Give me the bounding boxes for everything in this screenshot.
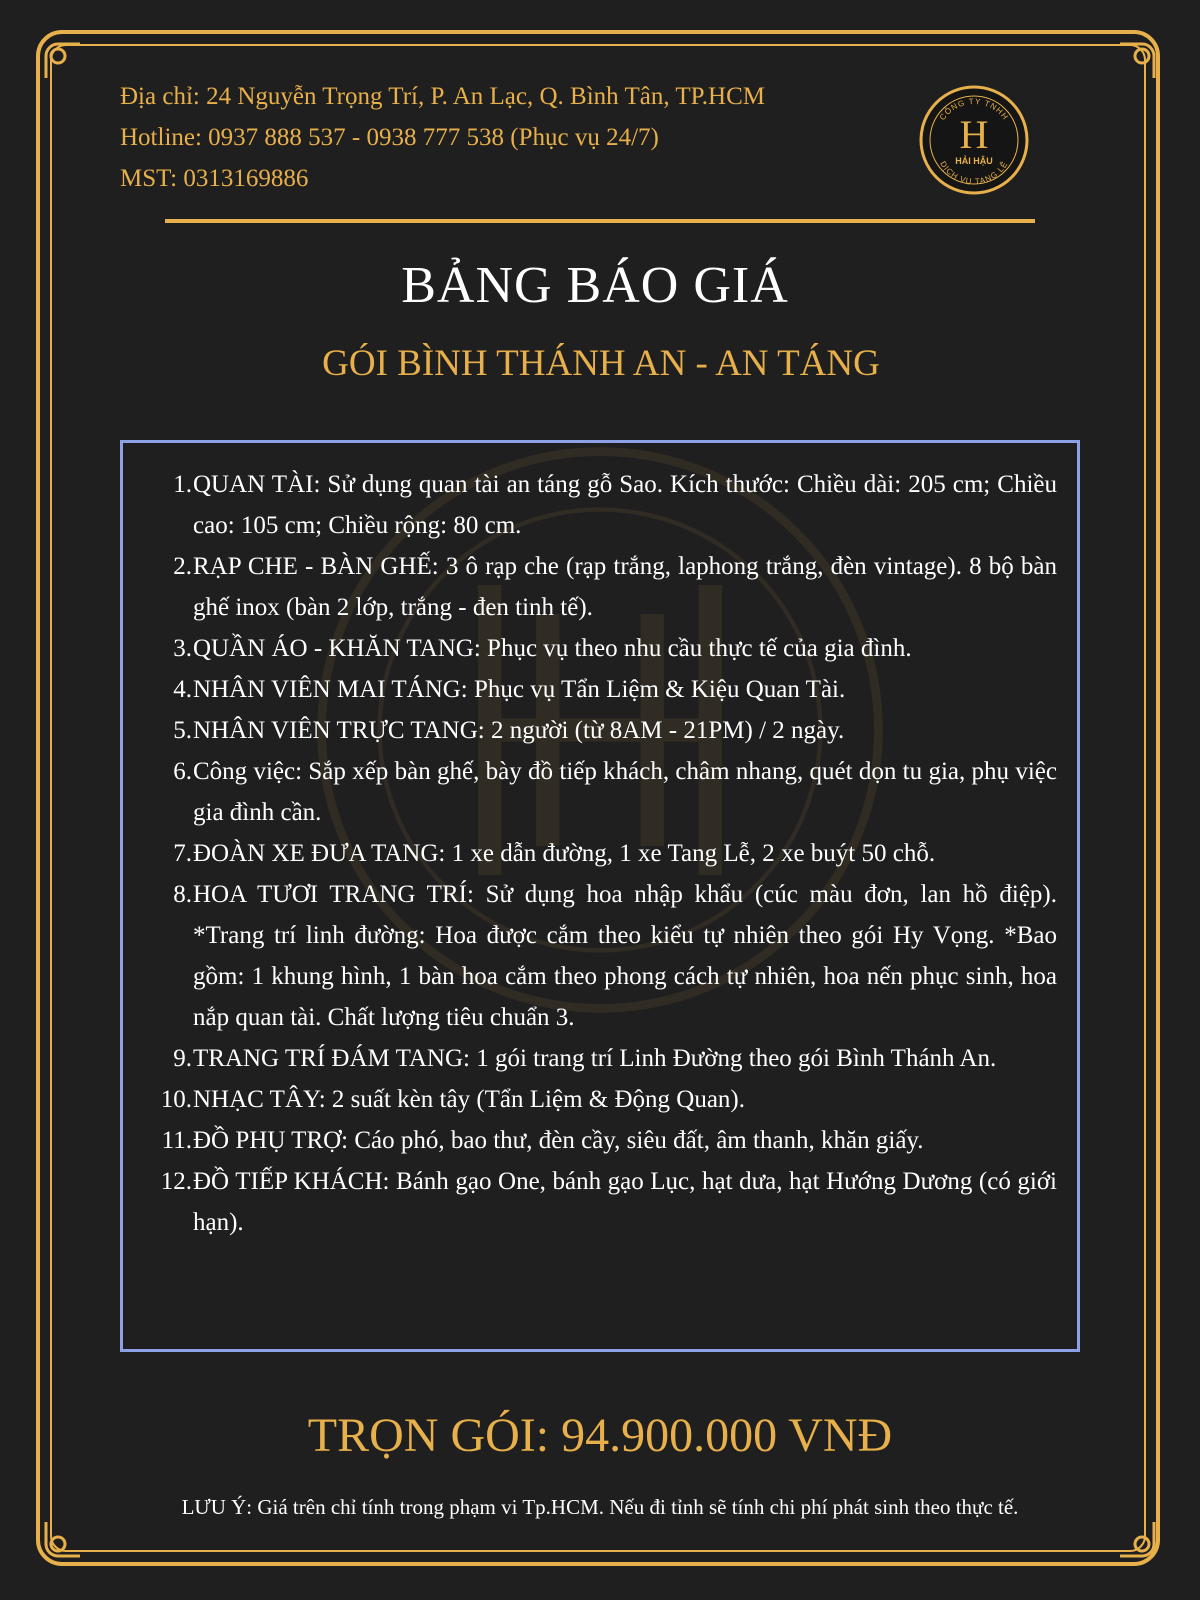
page-title: BẢNG BÁO GIÁ bbox=[401, 257, 789, 314]
total-price: TRỌN GÓI: 94.900.000 VNĐ bbox=[307, 1409, 893, 1462]
item-number: 2. bbox=[173, 553, 192, 580]
item-text: NHÂN VIÊN MAI TÁNG: Phục vụ Tẩn Liệm & Kiệu Quan Tài. bbox=[193, 676, 846, 703]
item-text: HOA TƯƠI TRANG TRÍ: Sử dụng hoa nhập khẩu (cúc màu đơn, lan hồ điệp). *Trang trí linh đường: Hoa được cắm theo kiểu tự nhiên theo gói Hy Vọng. *Bao gồm: 1 khung hình, 1 bàn hoa cắm theo phong cách tự nhiên, hoa nến phục sinh, hoa nắp quan tài. Chất lượng tiêu chuẩn 3. bbox=[193, 881, 1057, 1031]
list-item bbox=[152, 628, 1057, 669]
item-text: RẠP CHE - BÀN GHẾ: 3 ô rạp che (rạp trắng, laphong trắng, đèn vintage). 8 bộ bàn ghế inox (bàn 2 lớp, trắng - đen tinh tế). bbox=[193, 553, 1057, 621]
items-list bbox=[152, 464, 1057, 1243]
corner-ornament-icon bbox=[40, 38, 86, 84]
item-text: QUAN TÀI: Sử dụng quan tài an táng gỗ Sao. Kích thước: Chiều dài: 205 cm; Chiều cao: 105 cm; Chiều rộng: 80 cm. bbox=[193, 471, 1057, 539]
package-subtitle: GÓI BÌNH THÁNH AN - AN TÁNG bbox=[322, 343, 880, 384]
corner-ornament-icon bbox=[1114, 38, 1160, 84]
item-text: ĐỒ TIẾP KHÁCH: Bánh gạo One, bánh gạo Lục, hạt dưa, hạt Hướng Dương (có giới hạn). bbox=[193, 1168, 1057, 1236]
list-item bbox=[152, 751, 1057, 833]
logo-name: HẢI HẬU bbox=[955, 156, 993, 166]
tax-code-text: MST: 0313169886 bbox=[120, 165, 309, 192]
logo-bottom-text: DỊCH VỤ TANG LỄ bbox=[938, 159, 1010, 187]
item-number: 3. bbox=[173, 635, 192, 662]
list-item bbox=[152, 669, 1057, 710]
item-text: ĐỒ PHỤ TRỢ: Cáo phó, bao thư, đèn cầy, siêu đất, âm thanh, khăn giấy. bbox=[193, 1127, 924, 1154]
item-text: NHÂN VIÊN TRỰC TANG: 2 người (từ 8AM - 21PM) / 2 ngày. bbox=[193, 717, 845, 744]
list-item bbox=[152, 710, 1057, 751]
list-item bbox=[152, 833, 1057, 874]
item-number: 1. bbox=[173, 471, 192, 498]
item-text: NHẠC TÂY: 2 suất kèn tây (Tẩn Liệm & Động Quan). bbox=[193, 1086, 746, 1113]
corner-ornament-icon bbox=[1114, 1516, 1160, 1562]
header-divider bbox=[165, 219, 1035, 223]
logo-monogram: H bbox=[959, 112, 989, 157]
contact-info bbox=[120, 76, 765, 199]
list-item bbox=[152, 1161, 1057, 1243]
item-number: 10. bbox=[160, 1086, 192, 1113]
item-text: TRANG TRÍ ĐÁM TANG: 1 gói trang trí Linh Đường theo gói Bình Thánh An. bbox=[193, 1045, 997, 1072]
item-number: 11. bbox=[161, 1127, 192, 1154]
hotline-text: Hotline: 0937 888 537 - 0938 777 538 (Phục vụ 24/7) bbox=[120, 124, 659, 151]
corner-ornament-icon bbox=[40, 1516, 86, 1562]
logo-top-text: CÔNG TY TNHH bbox=[937, 96, 1011, 122]
address-text: Địa chỉ: 24 Nguyễn Trọng Trí, P. An Lạc, Q. Bình Tân, TP.HCM bbox=[120, 83, 765, 110]
item-number: 5. bbox=[173, 717, 192, 744]
list-item bbox=[152, 874, 1057, 1038]
list-item bbox=[152, 1038, 1057, 1079]
item-number: 6. bbox=[173, 758, 192, 785]
list-item bbox=[152, 546, 1057, 628]
company-logo bbox=[918, 84, 1030, 196]
item-number: 7. bbox=[173, 840, 192, 867]
item-number: 12. bbox=[160, 1168, 192, 1195]
item-text: QUẦN ÁO - KHĂN TANG: Phục vụ theo nhu cầu thực tế của gia đình. bbox=[193, 635, 912, 662]
footnote: LƯU Ý: Giá trên chỉ tính trong phạm vi Tp.HCM. Nếu đi tỉnh sẽ tính chi phí phát sinh theo thực tế. bbox=[181, 1495, 1019, 1519]
item-number: 4. bbox=[173, 676, 192, 703]
list-item bbox=[152, 1120, 1057, 1161]
item-text: Công việc: Sắp xếp bàn ghế, bày đồ tiếp khách, châm nhang, quét dọn tu gia, phụ việc gia đình cần. bbox=[193, 758, 1057, 826]
item-number: 9. bbox=[173, 1045, 192, 1072]
item-number: 8. bbox=[173, 881, 192, 908]
list-item bbox=[152, 1079, 1057, 1120]
item-text: ĐOÀN XE ĐƯA TANG: 1 xe dẫn đường, 1 xe Tang Lễ, 2 xe buýt 50 chỗ. bbox=[193, 840, 936, 867]
list-item bbox=[152, 464, 1057, 546]
